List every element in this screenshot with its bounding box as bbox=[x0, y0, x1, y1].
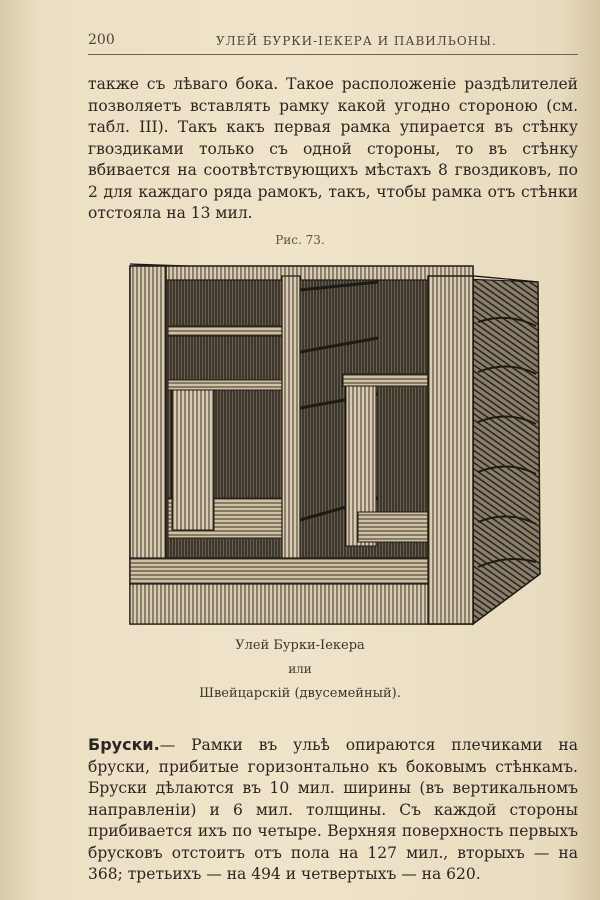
page-header bbox=[88, 32, 578, 55]
running-title: УЛЕЙ БУРКИ-ІЕКЕРА И ПАВИЛЬОНЫ. bbox=[216, 34, 497, 48]
figure-label: Рис. 73. bbox=[275, 233, 325, 247]
figure-caption-title: Улей Бурки-Іекера bbox=[235, 638, 365, 653]
hive-illustration bbox=[128, 262, 548, 632]
section-lead-word: Бруски. bbox=[88, 735, 160, 754]
page-number: 200 bbox=[88, 32, 115, 48]
paragraph-frames: также съ лѣваго бока. Такое расположеніе раздѣлителей позволяетъ вставлять рамку какой угодно стороною (см. табл. III). Такъ какъ первая рамка упирается въ стѣнку гвоздиками только съ одной стороны, то въ стѣнку вбивается на соотвѣтствующихъ мѣстахъ 8 гвоздиковъ, по 2 для каждаго ряда рамокъ, такъ, чтобы рамка отъ стѣнки отстояла на 13 мил. bbox=[88, 75, 578, 222]
paragraph-bars bbox=[88, 734, 578, 886]
figure-caption-subtitle: Швейцарскій (двусемейный). bbox=[199, 686, 401, 701]
paragraph-bars-text: — Рамки въ ульѣ опираются плечиками на бруски, прибитые горизонтально къ боковымъ стѣнкамъ. Бруски дѣлаются въ 10 мил. ширины (въ вертикальномъ направленіи) и 6 мил. толщины. Съ каждой стороны прибивается ихъ по четыре. Верхняя поверхность первыхъ брусковъ отстоитъ отъ пола на 127 мил., вторыхъ — на 368; третьихъ — на 494 и четвертыхъ — на 620. bbox=[88, 736, 578, 883]
figure-caption-or: или bbox=[288, 662, 312, 676]
